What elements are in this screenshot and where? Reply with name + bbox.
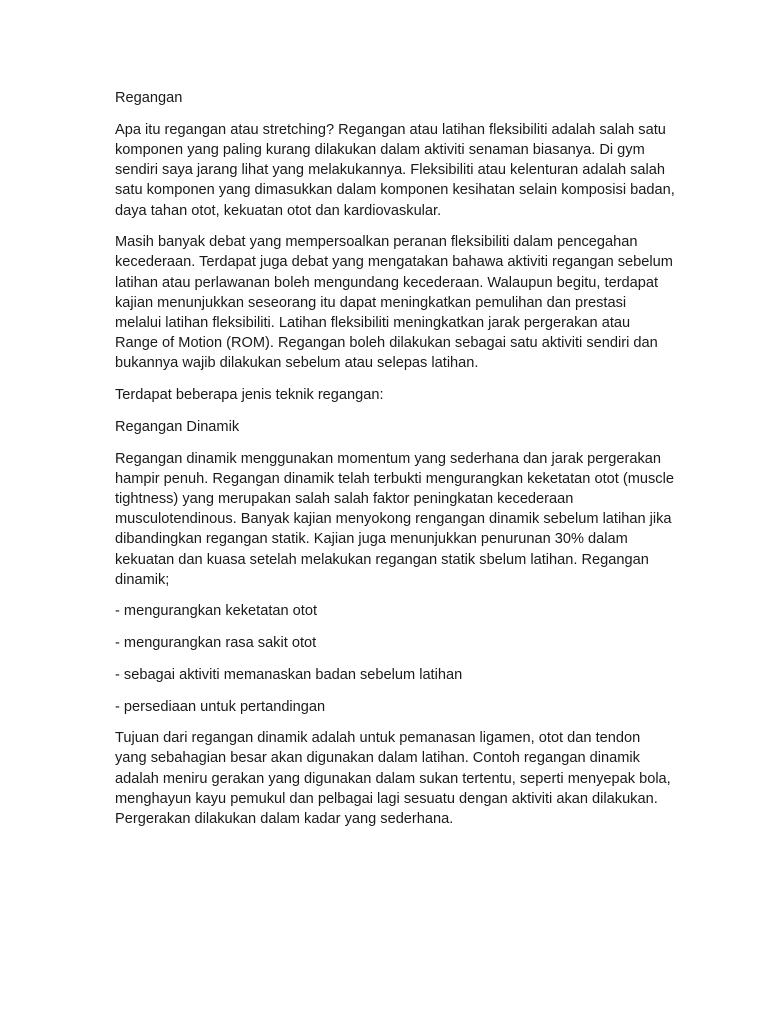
list-item: - sebagai aktiviti memanaskan badan sebelum latihan — [115, 666, 463, 683]
list-item: - mengurangkan rasa sakit otot — [115, 635, 317, 652]
paragraph-techniques: Terdapat beberapa jenis teknik regangan: — [115, 387, 384, 404]
paragraph-purpose: Tujuan dari regangan dinamik adalah untuk pemanasan ligamen, otot dan tendon yang sebahagian besar akan digunakan dalam latihan. Contoh regangan dinamik adalah meniru gerakan yang digunakan dalam sukan tertentu, seperti menyepak bola, menghayun kayu pemukul dan pelbagai lagi sesuatu dengan aktiviti akan dilakukan. Pergerakan dilakukan dalam kadar yang sederhana. — [115, 730, 671, 828]
list-item: - mengurangkan keketatan otot — [115, 603, 318, 620]
paragraph-intro: Apa itu regangan atau stretching? Regangan atau latihan fleksibiliti adalah salah satu komponen yang paling kurang dilakukan dalam aktiviti senaman biasanya. Di gym sendiri saya jarang lihat yang melakukannya. Fleksibiliti atau kelenturan adalah salah satu komponen yang dimasukkan dalam komponen kesihatan selain komposisi badan, daya tahan otot, kekuatan otot dan kardiovaskular. — [115, 121, 675, 219]
paragraph-dynamic: Regangan dinamik menggunakan momentum yang sederhana dan jarak pergerakan hampir penuh. Regangan dinamik telah terbukti mengurangkan keketatan otot (muscle tightness) yang merupakan salah salah faktor peningkatan kecederaan musculotendinous. Banyak kajian menyokong rengangan dinamik sebelum latihan jika dibandingkan regangan statik. Kajian juga menunjukkan penurunan 30% dalam kekuatan dan kuasa setelah melakukan regangan statik sbelum latihan. Regangan dinamik; — [115, 450, 674, 588]
document-page — [115, 88, 675, 841]
paragraph-debate: Masih banyak debat yang mempersoalkan peranan fleksibiliti dalam pencegahan kecederaan. Terdapat juga debat yang mengatakan bahawa aktiviti regangan sebelum latihan atau perlawanan boleh mengundang kecederaan. Walaupun begitu, terdapat kajian menunjukkan seseorang itu dapat meningkatkan pemulihan dan prestasi melalui latihan fleksibiliti. Latihan fleksibiliti meningkatkan jarak pergerakan atau Range of Motion (ROM). Regangan boleh dilakukan sebagai satu aktiviti sendiri dan bukannya wajib dilakukan sebelum atau selepas latihan. — [115, 234, 673, 372]
subheading-dynamic: Regangan Dinamik — [115, 418, 240, 435]
document-title: Regangan — [115, 90, 183, 106]
list-item: - persediaan untuk pertandingan — [115, 698, 326, 715]
